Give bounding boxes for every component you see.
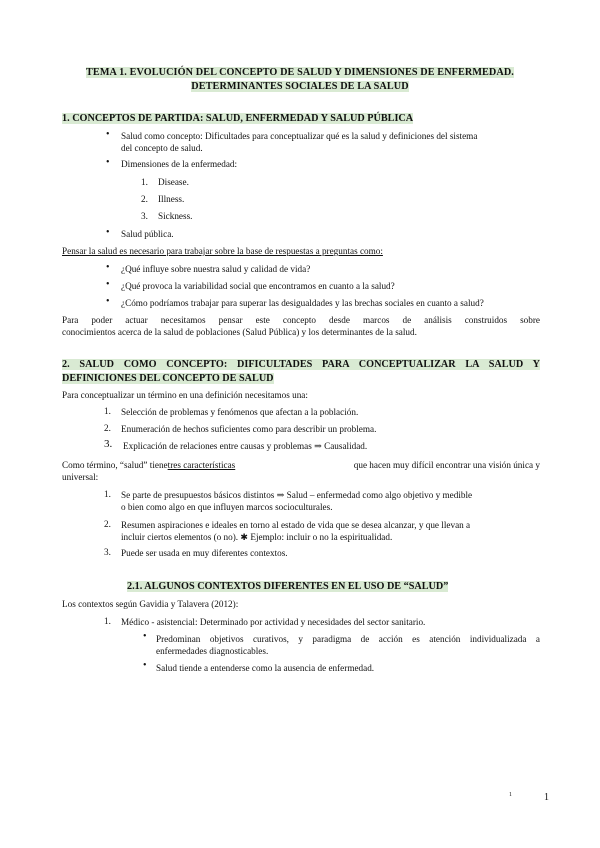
list-number: 3. [104,547,111,557]
list-number: 2. [141,194,148,204]
list-number: 3. [141,211,148,221]
list-item: Predominan objetivos curativos, y paradigma de acción es atención individualizada a enfermedades diagnosticables. [156,634,540,657]
list-item: Explicación de relaciones entre causas y problemas ⇒ Causalidad. [123,441,368,451]
bullet-icon: • [106,157,110,168]
list-item: Salud tiende a entenderse como la ausencia de enfermedad. [156,663,375,673]
list-item: Sickness. [158,211,193,221]
list-item: ¿Qué influye sobre nuestra salud y calidad de vida? [121,264,311,274]
title-line-2: DETERMINANTES SOCIALES DE LA SALUD [191,80,409,92]
paragraph: Para conceptualizar un término en una definición necesitamos una: [62,390,308,400]
list-item: Selección de problemas y fenómenos que afectan a la población. [121,407,359,417]
list-item: Se parte de presupuestos básicos distintos ⇒ Salud – enfermedad como algo objetivo y medible o bien como algo en que influyen marcos socioculturales. [121,490,473,513]
list-item: ¿Cómo podríamos trabajar para superar las desigualdades y las brechas sociales en cuanto a salud? [121,298,484,308]
bullet-icon: • [106,129,110,140]
section-1-heading [62,112,413,126]
bullet-icon: • [106,227,110,238]
list-item: Dimensiones de la enfermedad: [121,159,238,169]
list-item: Disease. [158,177,189,187]
section-2-1-heading [127,580,448,594]
list-number: 1. [104,489,111,499]
list-number: 1. [104,616,111,626]
list-number: 1. [141,177,148,187]
paragraph: Para poder actuar necesitamos pensar este concepto desde marcos de análisis construidos sobre conocimientos acerca de la salud de poblaciones (Salud Pública) y los determinantes de la salud. [62,315,540,338]
paragraph: Los contextos según Gavidia y Talavera (2012): [62,599,239,609]
paragraph: Pensar la salud es necesario para trabajar sobre la base de respuestas a preguntas como: [62,246,383,256]
document-title [60,66,540,93]
section-1-heading-text: 1. CONCEPTOS DE PARTIDA: SALUD, ENFERMEDAD Y SALUD PÚBLICA [62,113,414,124]
list-item: Enumeración de hechos suficientes como para describir un problema. [121,424,377,434]
bullet-icon: • [143,631,147,642]
list-item: Illness. [158,194,185,204]
list-item: Resumen aspiraciones e ideales en torno al estado de vida que se desea alcanzar, y que llevan a incluir ciertos elementos (o no). ✱ Ejemplo: incluir o no la espiritualidad. [121,520,471,543]
bullet-icon: • [106,262,110,273]
bullet-icon: • [106,279,110,290]
page-number: 1 [544,792,549,803]
list-item: Salud como concepto: Dificultades para conceptualizar qué es la salud y definiciones del sistema del concepto de salud. [121,131,478,154]
list-number: 2. [104,423,111,433]
title-line-1: TEMA 1. EVOLUCIÓN DEL CONCEPTO DE SALUD Y DIMENSIONES DE ENFERMEDAD. [86,67,514,78]
list-item: Salud pública. [121,229,174,239]
list-number: 3. [104,438,113,450]
list-number: 2. [104,519,111,529]
list-item: Médico - asistencial: Determinado por actividad y necesidades del sector sanitario. [121,617,426,627]
list-number: 1. [104,406,111,416]
section-2-heading: 2. SALUD COMO CONCEPTO: DIFICULTADES PARA CONCEPTUALIZAR LA SALUD Y DEFINICIONES DEL CONCEPTO DE SALUD [62,359,540,384]
list-item: ¿Qué provoca la variabilidad social que encontramos en cuanto a la salud? [121,281,395,291]
bullet-icon: • [143,660,147,671]
section-2-1-heading-text: 2.1. ALGUNOS CONTEXTOS DIFERENTES EN EL USO DE “SALUD” [127,581,449,592]
bullet-icon: • [106,296,110,307]
footnote-marker: 1 [509,792,512,798]
list-item: Puede ser usada en muy diferentes contextos. [121,548,288,558]
paragraph: Como término, “salud” tiene tres características que hacen muy difícil encontrar una visión única y universal: [62,460,540,483]
